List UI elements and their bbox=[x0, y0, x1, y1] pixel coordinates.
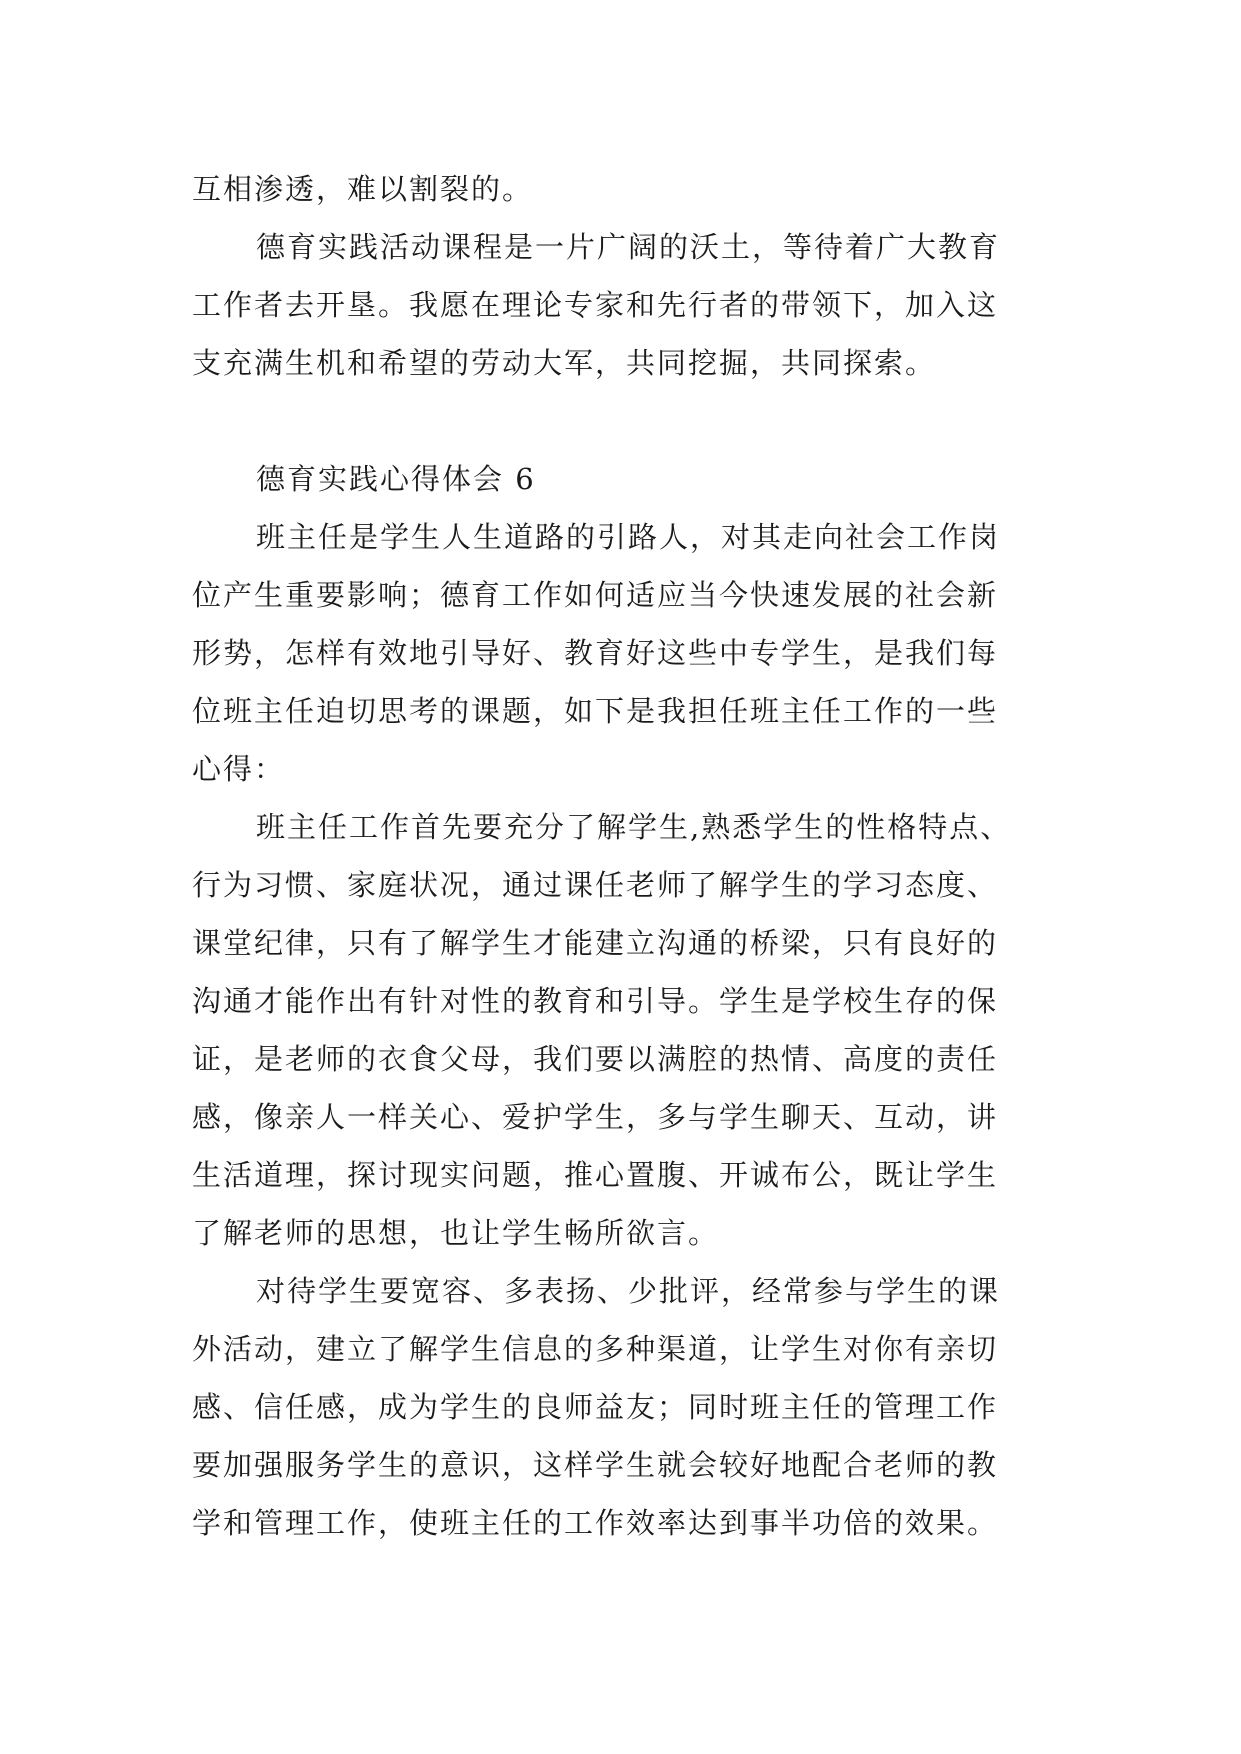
text-line: 心得： bbox=[192, 752, 286, 786]
text-line: 证，是老师的衣食父母，我们要以满腔的热情、高度的责任 bbox=[192, 1042, 999, 1076]
blank-line bbox=[192, 392, 1072, 450]
section-heading bbox=[192, 450, 1072, 508]
text-line: 感，像亲人一样关心、爱护学生，多与学生聊天、互动，讲 bbox=[192, 1100, 999, 1134]
text-line: 工作者去开垦。我愿在理论专家和先行者的带领下，加入这 bbox=[192, 288, 999, 322]
text-line: 班主任工作首先要充分了解学生,熟悉学生的性格特点、 bbox=[256, 810, 1012, 844]
text-line: 了解老师的思想，也让学生畅所欲言。 bbox=[192, 1216, 720, 1250]
heading-text: 德育实践心得体会 6 bbox=[256, 462, 536, 496]
text-line: 学和管理工作，使班主任的工作效率达到事半功倍的效果。 bbox=[192, 1506, 999, 1540]
text-line: 互相渗透，难以割裂的。 bbox=[192, 172, 534, 206]
text-line: 班主任是学生人生道路的引路人，对其走向社会工作岗 bbox=[256, 520, 1001, 554]
text-line: 形势，怎样有效地引导好、教育好这些中专学生，是我们每 bbox=[192, 636, 999, 670]
text-line: 生活道理，探讨现实问题，推心置腹、开诚布公，既让学生 bbox=[192, 1158, 999, 1192]
paragraph-2 bbox=[192, 218, 1072, 392]
text-line: 位班主任迫切思考的课题，如下是我担任班主任工作的一些 bbox=[192, 694, 999, 728]
text-line: 外活动，建立了解学生信息的多种渠道，让学生对你有亲切 bbox=[192, 1332, 999, 1366]
text-line: 德育实践活动课程是一片广阔的沃土，等待着广大教育 bbox=[256, 230, 1001, 264]
text-line: 对待学生要宽容、多表扬、少批评，经常参与学生的课 bbox=[256, 1274, 1001, 1308]
paragraph-5 bbox=[192, 1262, 1072, 1552]
paragraph-3 bbox=[192, 508, 1072, 798]
text-line: 行为习惯、家庭状况，通过课任老师了解学生的学习态度、 bbox=[192, 868, 999, 902]
text-line: 要加强服务学生的意识，这样学生就会较好地配合老师的教 bbox=[192, 1448, 999, 1482]
text-line: 沟通才能作出有针对性的教育和引导。学生是学校生存的保 bbox=[192, 984, 999, 1018]
text-line: 位产生重要影响；德育工作如何适应当今快速发展的社会新 bbox=[192, 578, 999, 612]
paragraph-4 bbox=[192, 798, 1072, 1262]
text-line: 支充满生机和希望的劳动大军，共同挖掘，共同探索。 bbox=[192, 346, 937, 380]
document-body bbox=[192, 160, 1072, 1552]
paragraph-1 bbox=[192, 160, 1072, 218]
text-line: 感、信任感，成为学生的良师益友；同时班主任的管理工作 bbox=[192, 1390, 999, 1424]
text-line: 课堂纪律，只有了解学生才能建立沟通的桥梁，只有良好的 bbox=[192, 926, 999, 960]
